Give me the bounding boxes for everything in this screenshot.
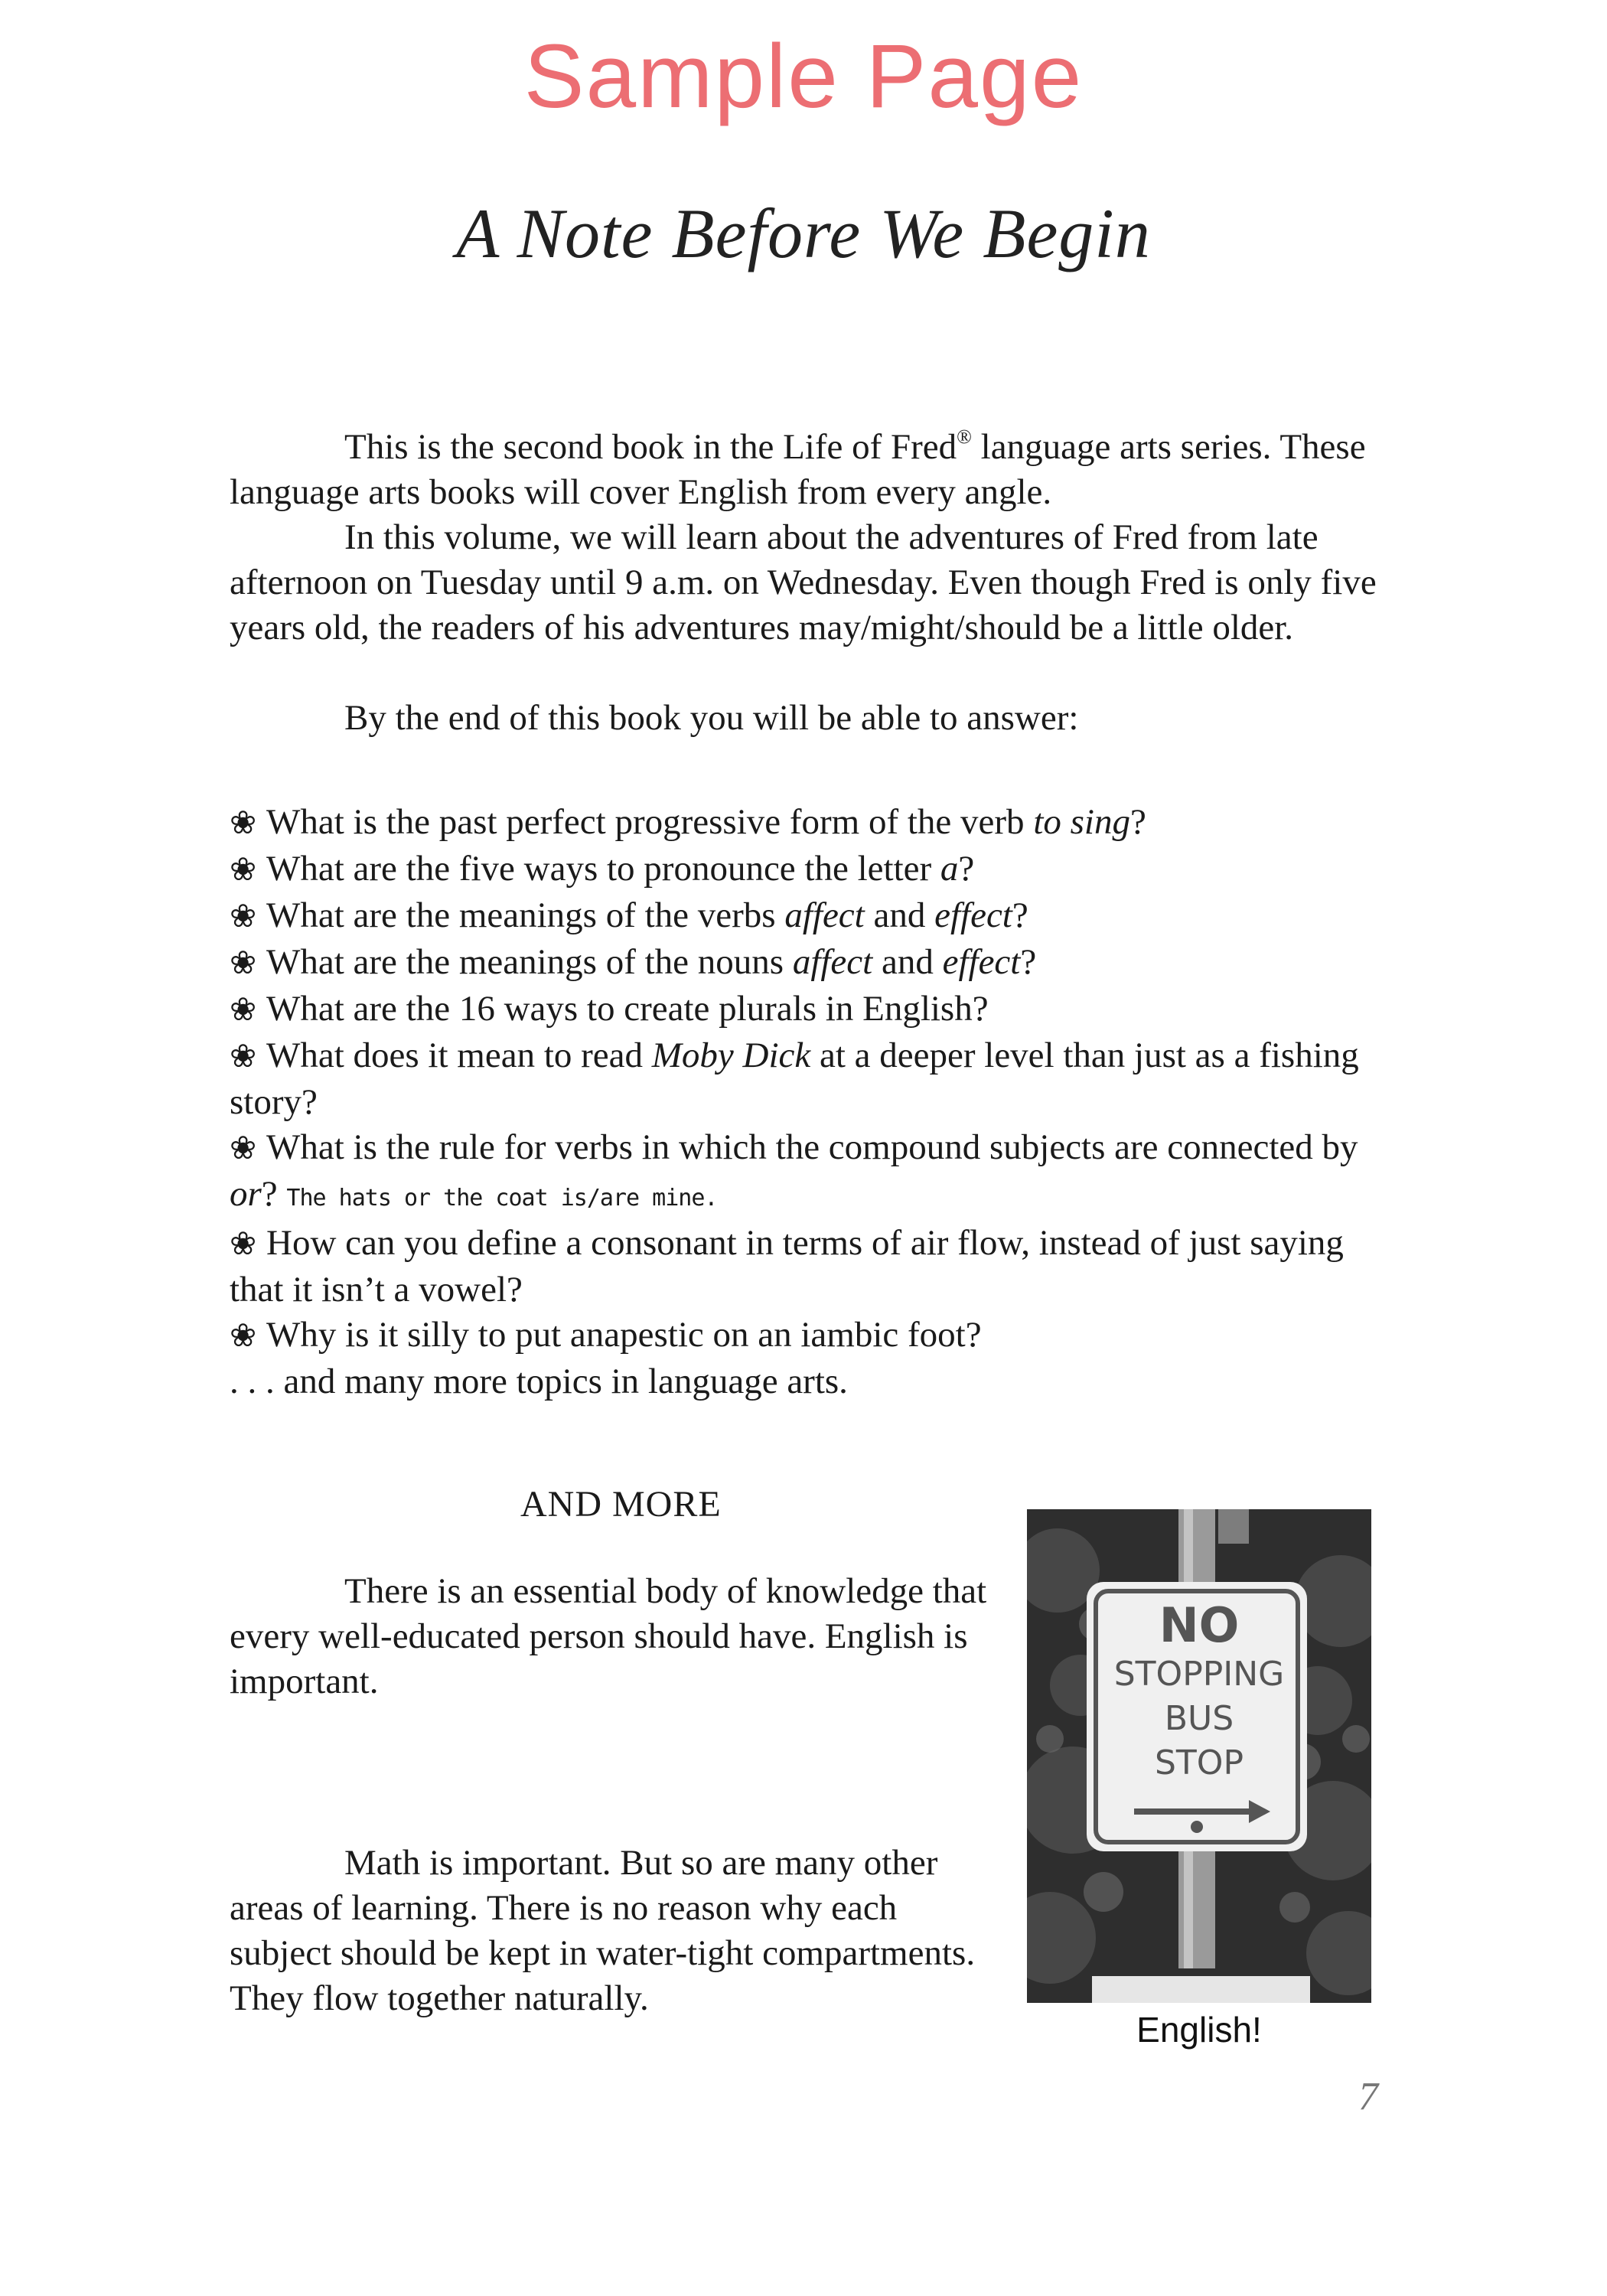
question-text-end: ? xyxy=(1020,942,1037,982)
and-more-paragraph-2 xyxy=(230,1841,995,2021)
question-text: How can you define a consonant in terms of air flow, instead of just saying that it isn’t a vowel? xyxy=(230,1223,1344,1309)
question-text: What are the five ways to pronounce the letter xyxy=(266,849,940,889)
flower-bullet-icon: ❀ xyxy=(230,1131,257,1166)
list-item xyxy=(230,800,1377,846)
question-italic-2: effect xyxy=(942,942,1021,982)
flower-bullet-icon: ❀ xyxy=(230,899,257,934)
question-text: Why is it silly to put anapestic on an iambic foot? xyxy=(266,1315,982,1355)
question-italic-2: effect xyxy=(934,895,1012,935)
question-text-end: at a deeper level than just as a fishing story? xyxy=(230,1035,1359,1122)
page-title: A Note Before We Begin xyxy=(456,194,1151,272)
question-italic: a xyxy=(940,849,959,889)
page-number: 7 xyxy=(1358,2075,1378,2118)
question-text: What are the meanings of the nouns xyxy=(266,942,793,982)
bus-stop-sign-photo xyxy=(1027,1509,1371,2003)
intro-paragraph-1 xyxy=(230,425,1377,515)
flower-bullet-icon: ❀ xyxy=(230,806,257,841)
question-text-end: ? xyxy=(261,1174,287,1214)
question-italic: to sing xyxy=(1033,802,1130,842)
question-list xyxy=(230,800,1377,1404)
question-text: What are the meanings of the verbs xyxy=(266,895,785,935)
flower-bullet-icon: ❀ xyxy=(230,1039,257,1075)
question-text: What does it mean to read xyxy=(266,1035,652,1075)
question-italic: Moby Dick xyxy=(651,1035,811,1075)
sign-line-stopping: STOPPING xyxy=(1113,1655,1285,1694)
and-more-heading: AND MORE xyxy=(520,1484,722,1525)
sample-page-watermark: Sample Page xyxy=(523,26,1084,127)
question-text-end: ? xyxy=(1129,802,1146,842)
intro-section xyxy=(230,425,1377,741)
sign-line-no: NO xyxy=(1159,1597,1240,1653)
question-text-mid: and xyxy=(864,895,935,935)
flower-bullet-icon: ❀ xyxy=(230,853,257,888)
handwritten-example-note: The hats or the coat is/are mine. xyxy=(286,1185,718,1212)
and-more-text-1: There is an essential body of knowledge that every well-educated person should have. English is important. xyxy=(230,1571,987,1701)
intro-p1-text-rest: language arts series. These language arts books will cover English from every angle. xyxy=(230,427,1366,512)
sign-line-stop: STOP xyxy=(1155,1743,1244,1782)
list-item xyxy=(230,987,1377,1033)
photo-caption: English! xyxy=(1136,2010,1262,2050)
flower-bullet-icon: ❀ xyxy=(230,993,257,1028)
question-italic: affect xyxy=(792,942,873,982)
question-text-end: ? xyxy=(958,849,975,889)
list-item xyxy=(230,1033,1377,1125)
list-item xyxy=(230,1313,1377,1359)
and-more-paragraph-1 xyxy=(230,1569,995,1704)
sign-line-bus: BUS xyxy=(1164,1699,1234,1738)
registered-mark: ® xyxy=(957,426,972,448)
list-item xyxy=(230,1221,1377,1313)
question-text: What is the past perfect progressive form of the verb xyxy=(266,802,1034,842)
question-text: What is the rule for verbs in which the compound subjects are connected by xyxy=(266,1127,1358,1167)
intro-p1-text: This is the second book in the Life of Fred xyxy=(344,427,957,467)
intro-paragraph-2: In this volume, we will learn about the adventures of Fred from late afternoon on Tuesday until 9 a.m. on Wednesday. Even though Fred is only five years old, the readers of his adventures may/might/should be a little older. xyxy=(230,517,1377,647)
flower-bullet-icon: ❀ xyxy=(230,1319,257,1354)
question-italic: or xyxy=(230,1174,262,1214)
flower-bullet-icon: ❀ xyxy=(230,1227,257,1262)
list-item xyxy=(230,893,1377,940)
intro-paragraph-3: By the end of this book you will be able to answer: xyxy=(344,698,1079,738)
question-text-end: ? xyxy=(1012,895,1028,935)
list-item xyxy=(230,1125,1377,1221)
question-text: What are the 16 ways to create plurals in English? xyxy=(266,989,989,1029)
question-italic: affect xyxy=(784,895,865,935)
closing-line: . . . and many more topics in language arts. xyxy=(230,1362,848,1401)
list-item xyxy=(230,846,1377,893)
question-text-mid: and xyxy=(872,942,943,982)
flower-bullet-icon: ❀ xyxy=(230,946,257,981)
list-item xyxy=(230,940,1377,987)
and-more-text-2: Math is important. But so are many other areas of learning. There is no reason why each subject should be kept in water-tight compartments. They flow together naturally. xyxy=(230,1843,976,2018)
